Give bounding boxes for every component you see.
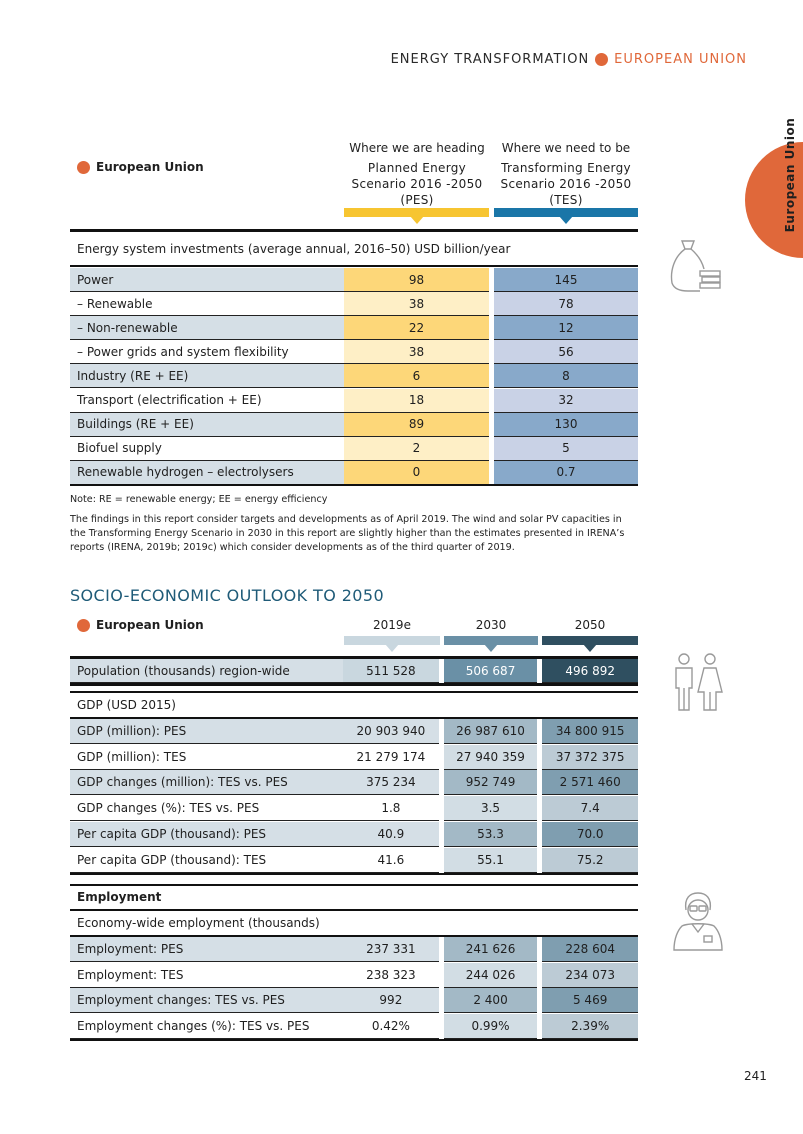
page-header	[391, 52, 747, 67]
value-2019e: 20 903 940	[343, 719, 439, 744]
value-2030: 3.5	[444, 796, 538, 821]
note-findings: The findings in this report consider targets and developments as of April 2019. The wind and solar PV capacities in the Transforming Energy Scenario in 2030 in this report are slightly higher than the estimates presented in IRENA’s reports (IRENA, 2019b; 2019c) which consider developments as of the third quarter of 2019.	[70, 514, 625, 553]
population-bottom-rule	[70, 683, 638, 686]
row-label: – Power grids and system flexibility	[70, 340, 344, 364]
row-label: GDP changes (%): TES vs. PES	[70, 796, 343, 821]
pes-value: 2	[344, 437, 489, 461]
investments-table-title: Energy system investments (average annual, 2016–50) USD billion/year	[77, 242, 511, 256]
value-2030: 53.3	[444, 822, 538, 847]
pes-value: 6	[344, 364, 489, 388]
page-number: 241	[744, 1069, 767, 1083]
value-2050: 34 800 915	[542, 719, 638, 744]
tes-heading: Where we need to be	[501, 141, 631, 155]
year-2050-arrow-icon	[583, 644, 597, 652]
tes-value: 32	[494, 389, 638, 413]
value-2030: 0.99%	[444, 1014, 538, 1039]
value-2019e: 0.42%	[343, 1014, 439, 1039]
table-row	[70, 822, 638, 847]
employment-subtitle: Economy-wide employment (thousands)	[77, 916, 320, 930]
pes-arrow-icon	[410, 216, 424, 224]
tes-value: 145	[494, 268, 638, 292]
investments-top-rule	[70, 229, 638, 232]
tes-value: 56	[494, 340, 638, 364]
investments-region	[77, 160, 204, 174]
value-2050: 234 073	[542, 963, 638, 988]
header-section: ENERGY TRANSFORMATION	[390, 52, 590, 67]
row-label: Power	[70, 268, 344, 292]
table-row	[70, 988, 638, 1013]
header-dot-icon	[595, 53, 608, 66]
value-2019e: 1.8	[343, 796, 439, 821]
row-label: Employment changes (%): TES vs. PES	[70, 1014, 343, 1039]
value-2019e: 237 331	[343, 937, 439, 962]
row-label: Employment: PES	[70, 937, 343, 962]
value-2019e: 992	[343, 988, 439, 1013]
value-2019e: 21 279 174	[343, 745, 439, 770]
gdp-bottom-rule	[70, 873, 638, 875]
row-label: GDP (million): TES	[70, 745, 343, 770]
year-2030-heading: 2030	[475, 618, 507, 632]
year-2030-arrow-icon	[484, 644, 498, 652]
socio-section-title: SOCIO-ECONOMIC OUTLOOK TO 2050	[70, 586, 385, 605]
row-label: Renewable hydrogen – electrolysers	[70, 461, 344, 485]
value-2019e: 41.6	[343, 848, 439, 873]
value-2030: 244 026	[444, 963, 538, 988]
header-region: EUROPEAN UNION	[614, 52, 747, 67]
value-2030: 55.1	[444, 848, 538, 873]
row-label: Biofuel supply	[70, 437, 344, 461]
row-label: Population (thousands) region-wide	[70, 659, 343, 683]
table-row	[70, 316, 638, 340]
employment-title: Employment	[77, 890, 162, 904]
pes-value: 22	[344, 316, 489, 340]
tes-value: 8	[494, 364, 638, 388]
value-2030: 27 940 359	[444, 745, 538, 770]
tes-name-2: Scenario 2016 -2050	[500, 177, 632, 191]
row-label: GDP changes (million): TES vs. PES	[70, 770, 343, 795]
row-label: Transport (electrification + EE)	[70, 389, 344, 413]
investments-title-rule	[70, 265, 638, 267]
value-2050: 2 571 460	[542, 770, 638, 795]
table-row	[70, 1014, 638, 1039]
pes-heading: Where we are heading	[349, 141, 485, 155]
row-label: – Renewable	[70, 292, 344, 316]
tes-value: 78	[494, 292, 638, 316]
table-row	[70, 364, 638, 388]
tes-value: 130	[494, 413, 638, 437]
value-2030: 2 400	[444, 988, 538, 1013]
value-2050: 2.39%	[542, 1014, 638, 1039]
table-row	[70, 292, 638, 316]
table-row	[70, 848, 638, 873]
pes-name-1: Planned Energy	[367, 161, 467, 175]
value-2050: 70.0	[542, 822, 638, 847]
population-2030: 506 687	[444, 659, 538, 683]
region-dot-icon	[77, 161, 90, 174]
year-2019e-heading: 2019e	[373, 618, 411, 632]
pes-value: 89	[344, 413, 489, 437]
pes-name-2: Scenario 2016 -2050	[351, 177, 483, 191]
row-label: Per capita GDP (thousand): PES	[70, 822, 343, 847]
note-definitions: Note: RE = renewable energy; EE = energy efficiency	[70, 494, 328, 505]
pes-column-heading	[344, 140, 490, 208]
year-2019e-arrow-icon	[385, 644, 399, 652]
value-2050: 37 372 375	[542, 745, 638, 770]
table-row	[70, 268, 638, 292]
year-2050-heading: 2050	[574, 618, 606, 632]
gdp-title: GDP (USD 2015)	[77, 698, 176, 712]
tes-value: 12	[494, 316, 638, 340]
pes-value: 0	[344, 461, 489, 485]
row-label: Per capita GDP (thousand): TES	[70, 848, 343, 873]
value-2019e: 40.9	[343, 822, 439, 847]
investments-region-label: European Union	[96, 160, 204, 174]
socio-region-label: European Union	[96, 618, 204, 632]
row-label: Employment: TES	[70, 963, 343, 988]
value-2050: 7.4	[542, 796, 638, 821]
value-2019e: 238 323	[343, 963, 439, 988]
tes-arrow-icon	[559, 216, 573, 224]
table-row	[70, 437, 638, 461]
value-2050: 228 604	[542, 937, 638, 962]
people-icon	[668, 650, 728, 714]
pes-value: 98	[344, 268, 489, 292]
table-row	[70, 461, 638, 485]
pes-value: 38	[344, 292, 489, 316]
tes-abbr: (TES)	[549, 193, 583, 207]
socio-region	[77, 618, 204, 632]
row-label: – Non-renewable	[70, 316, 344, 340]
row-label: Buildings (RE + EE)	[70, 413, 344, 437]
table-row	[70, 796, 638, 821]
population-2050: 496 892	[542, 659, 638, 683]
row-label: GDP (million): PES	[70, 719, 343, 744]
table-row	[70, 659, 638, 683]
row-label: Industry (RE + EE)	[70, 364, 344, 388]
side-tab-label: European Union	[783, 117, 797, 233]
tes-name-1: Transforming Energy	[501, 161, 631, 175]
table-row	[70, 340, 638, 364]
employment-bottom-rule	[70, 1039, 638, 1041]
investments-bottom-rule	[70, 484, 638, 486]
table-row	[70, 770, 638, 795]
table-row	[70, 963, 638, 988]
value-2030: 952 749	[444, 770, 538, 795]
value-2030: 26 987 610	[444, 719, 538, 744]
tes-value: 0.7	[494, 461, 638, 485]
pes-abbr: (PES)	[400, 193, 434, 207]
value-2050: 5 469	[542, 988, 638, 1013]
pes-value: 18	[344, 389, 489, 413]
value-2050: 75.2	[542, 848, 638, 873]
table-row	[70, 413, 638, 437]
pes-value: 38	[344, 340, 489, 364]
worker-icon	[668, 890, 728, 952]
tes-column-heading	[494, 140, 638, 208]
row-label: Employment changes: TES vs. PES	[70, 988, 343, 1013]
value-2019e: 375 234	[343, 770, 439, 795]
table-row	[70, 745, 638, 770]
table-row	[70, 937, 638, 962]
money-bag-icon	[666, 237, 724, 295]
tes-value: 5	[494, 437, 638, 461]
population-2019e: 511 528	[343, 659, 439, 683]
value-2030: 241 626	[444, 937, 538, 962]
region-dot-icon	[77, 619, 90, 632]
table-row	[70, 719, 638, 744]
table-row	[70, 389, 638, 413]
